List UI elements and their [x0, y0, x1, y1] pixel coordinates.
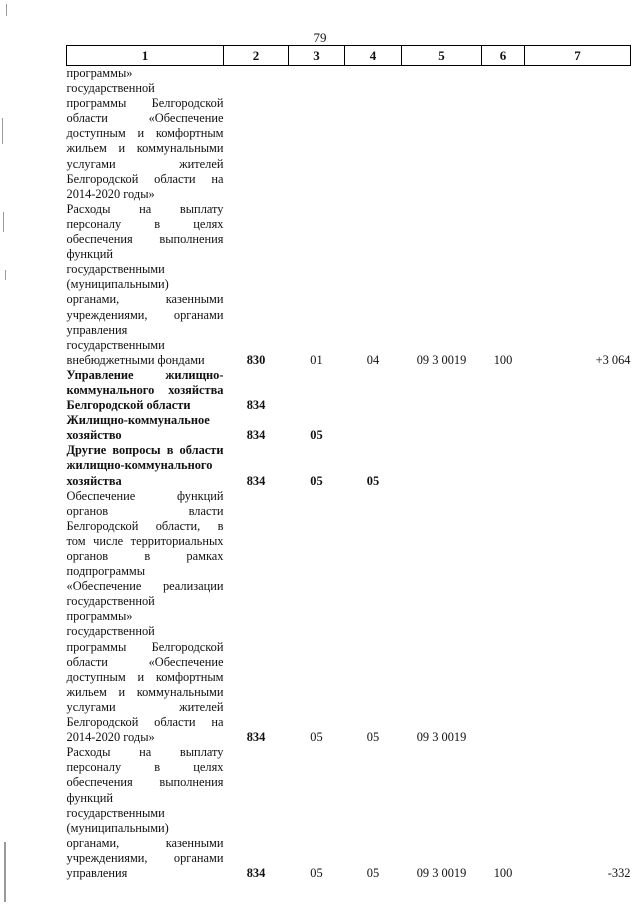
description-line: программы Белгородской: [66, 639, 224, 654]
description-line: хозяйство: [66, 428, 122, 443]
target-article-code: [402, 443, 482, 488]
description-line: (муниципальными): [66, 277, 169, 292]
description-line: доступным и комфортным: [66, 126, 224, 141]
row-description: [67, 202, 224, 368]
scan-mark-mid2: [3, 212, 4, 232]
section-code: 05: [310, 865, 323, 880]
description-line: государственными: [66, 805, 165, 820]
description-line: доступным и комфортным: [66, 669, 224, 684]
description-line: управления: [66, 865, 128, 880]
description-line: внебюджетными фондами: [66, 352, 205, 367]
expense-type-code: [482, 66, 525, 202]
target-article-code: 09 3 0019: [416, 730, 467, 745]
section-code: 05: [310, 473, 323, 488]
amount-value: [525, 489, 631, 746]
description-line: жильем и коммунальными: [66, 684, 224, 699]
ministry-code: 834: [246, 865, 266, 880]
description-line: том числе территориальных: [66, 533, 224, 548]
subsection-code: 05: [366, 730, 380, 745]
description-line: программы»: [66, 609, 133, 624]
description-line: подпрограммы: [66, 564, 146, 579]
section-code: 01: [310, 352, 323, 367]
subsection-code: 05: [366, 473, 380, 488]
scan-mark-top: [6, 4, 7, 16]
table-row: [67, 489, 631, 746]
column-header: 1: [67, 46, 224, 66]
description-line: жильем и коммунальными: [66, 141, 224, 156]
description-line: государственной: [66, 81, 155, 96]
subsection-code: [345, 368, 402, 413]
description-line: Расходы на выплату: [66, 745, 224, 760]
target-article-code: [402, 413, 482, 443]
table-row: [67, 202, 631, 368]
ministry-code: 830: [246, 352, 266, 367]
description-line: 2014-2020 годы»: [66, 186, 155, 201]
table-row: [67, 413, 631, 443]
row-description: [67, 368, 224, 413]
description-line: Белгородской области на: [66, 171, 224, 186]
description-line: Управление жилищно-: [66, 367, 224, 382]
scan-mark-bottom: [4, 842, 6, 902]
table-row: [67, 66, 631, 202]
description-line: функций: [66, 247, 113, 262]
amount-value: [525, 443, 631, 488]
column-header: 4: [345, 46, 402, 66]
scan-mark-mid: [2, 118, 3, 144]
expense-type-code: [482, 443, 525, 488]
description-line: услугами жителей: [66, 699, 224, 714]
description-line: управления: [66, 322, 128, 337]
description-line: услугами жителей: [66, 156, 224, 171]
ministry-code: 834: [246, 428, 266, 443]
expense-type-code: [482, 489, 525, 746]
table-row: [67, 368, 631, 413]
column-header: 6: [482, 46, 525, 66]
amount-value: [525, 368, 631, 413]
description-line: 2014-2020 годы»: [66, 730, 155, 745]
description-line: Расходы на выплату: [66, 201, 224, 216]
description-line: государственной: [66, 594, 155, 609]
section-code: 05: [310, 730, 323, 745]
subsection-code: [345, 413, 402, 443]
page-number: 79: [313, 30, 327, 45]
row-description: [67, 745, 224, 881]
description-line: программы Белгородской: [66, 96, 224, 111]
description-line: жилищно-коммунального: [66, 458, 213, 473]
description-line: Жилищно-коммунальное: [66, 413, 210, 428]
description-line: (муниципальными): [66, 820, 169, 835]
row-description: [67, 443, 224, 488]
expense-type-code: [482, 413, 525, 443]
table-row: [67, 443, 631, 488]
target-article-code: 09 3 0019: [416, 352, 467, 367]
ministry-code: [224, 66, 289, 202]
description-line: Обеспечение функций: [66, 488, 224, 503]
description-line: персоналу в целях: [66, 216, 224, 231]
description-line: обеспечения выполнения: [66, 232, 224, 247]
target-article-code: 09 3 0019: [416, 865, 467, 880]
description-line: органами, казенными: [66, 292, 224, 307]
amount-value: +3 064: [595, 352, 631, 367]
description-line: области «Обеспечение: [66, 111, 224, 126]
expense-type-code: 100: [493, 352, 513, 367]
table-body: [67, 66, 631, 882]
column-header: 2: [224, 46, 289, 66]
row-description: [67, 66, 224, 202]
description-line: органов в рамках: [66, 549, 224, 563]
column-header: 5: [402, 46, 482, 66]
subsection-code: [345, 66, 402, 202]
description-line: функций: [66, 790, 113, 805]
amount-value: [525, 66, 631, 202]
budget-table: [66, 45, 631, 881]
amount-value: -332: [607, 865, 631, 880]
row-description: [67, 413, 224, 443]
ministry-code: 834: [246, 730, 266, 745]
description-line: государственными: [66, 337, 165, 352]
description-line: обеспечения выполнения: [66, 775, 224, 790]
ministry-code: 834: [246, 398, 266, 413]
description-line: государственной: [66, 624, 155, 639]
amount-value: [525, 413, 631, 443]
description-line: программы»: [66, 66, 133, 80]
description-line: Белгородской области, в: [66, 518, 224, 533]
column-header: 3: [289, 46, 345, 66]
section-code: 05: [310, 428, 323, 443]
table-row: [67, 745, 631, 881]
target-article-code: [402, 66, 482, 202]
expense-type-code: 100: [493, 865, 513, 880]
row-description: [67, 489, 224, 746]
scan-mark-mid3: [5, 270, 6, 280]
section-code: [289, 66, 345, 202]
target-article-code: [402, 368, 482, 413]
description-line: коммунального хозяйства: [66, 382, 224, 397]
section-code: [289, 368, 345, 413]
description-line: Белгородской области: [66, 398, 191, 413]
description-line: учреждениями, органами: [66, 307, 224, 322]
header-row: [67, 46, 631, 66]
description-line: учреждениями, органами: [66, 850, 224, 865]
description-line: персоналу в целях: [66, 760, 224, 775]
description-line: Белгородской области на: [66, 715, 224, 730]
subsection-code: 04: [366, 352, 380, 367]
ministry-code: 834: [246, 473, 266, 488]
description-line: «Обеспечение реализации: [66, 579, 224, 594]
description-line: области «Обеспечение: [66, 654, 224, 669]
description-line: органов власти: [66, 503, 224, 518]
expense-type-code: [482, 368, 525, 413]
description-line: хозяйства: [66, 473, 122, 488]
description-line: органами, казенными: [66, 835, 224, 850]
description-line: Другие вопросы в области: [66, 443, 224, 458]
column-header: 7: [525, 46, 631, 66]
subsection-code: 05: [366, 865, 380, 880]
description-line: государственными: [66, 262, 165, 277]
